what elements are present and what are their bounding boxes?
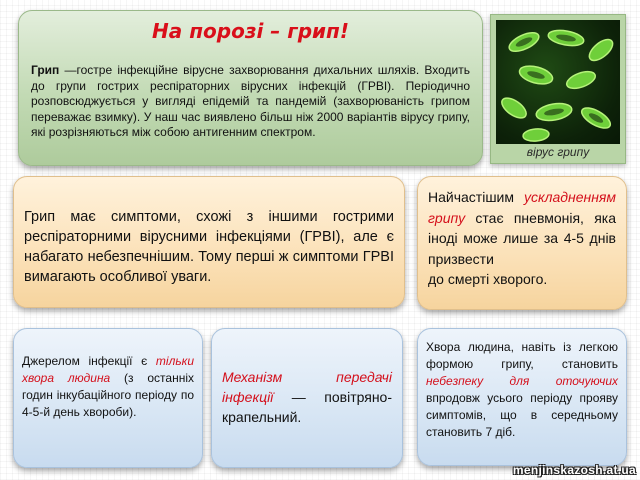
intro-panel	[18, 10, 483, 166]
complication-text	[428, 187, 616, 290]
virus-illustration	[496, 20, 620, 144]
infection-source-panel	[13, 328, 203, 468]
virus-caption: вірус грипу	[526, 145, 590, 159]
transmission-body: — повітряно-крапельний.	[222, 389, 392, 425]
virus-image	[496, 20, 620, 144]
source-highlight: тільки хвора людина	[22, 354, 194, 385]
complication-panel	[417, 176, 627, 310]
complication-body: стає пневмонія, яка іноді може лише за 4-5 днів призвести	[428, 209, 616, 267]
patient-body: впродовж усього періоду прояву симптомів, що в середньому становить 7 діб.	[426, 391, 618, 439]
intro-body: —гостре інфекційне вірусне захворювання дихальних шляхів. Входить до групи гострих респіраторних вірусних інфекцій (ГРВІ). Періодично розповсюджується у вигляді епідемій та пандемій (захворюваність грипом переважає взимку). У наш час виявлено більш ніж 2000 варіантів вірусу грипу, які розрізняються між собою антигенним спектром.	[31, 63, 470, 139]
intro-text	[31, 63, 470, 141]
patient-danger-text	[426, 339, 618, 441]
complication-lead: Найчастішим	[428, 189, 524, 205]
patient-lead: Хвора людина, навіть із легкою формою грипу, становить	[426, 340, 618, 371]
virus-image-panel	[490, 14, 626, 164]
complication-highlight: ускладненням грипу	[428, 189, 616, 226]
intro-term: Грип	[31, 63, 60, 77]
complication-end: до смерті хворого.	[428, 271, 548, 287]
site-watermark: menjinskazosh.at.ua	[512, 463, 636, 477]
transmission-text	[222, 367, 392, 427]
patient-highlight: небезпеку для оточуючих	[426, 374, 618, 388]
symptoms-panel	[13, 176, 405, 308]
patient-danger-panel	[417, 328, 627, 466]
transmission-highlight: Механізм передачі інфекції	[222, 369, 392, 405]
infection-source-text	[22, 353, 194, 421]
source-lead: Джерелом інфекції є	[22, 354, 156, 368]
page-title: На порозі – грип!	[152, 19, 349, 43]
source-body: (з останніх годин інкубаційного періоду по 4-5-й день хвороби).	[22, 371, 195, 419]
symptoms-text: Грип має симптоми, схожі з іншими гострими респіраторними вірусними інфекціями (ГРВІ), але є набагато небезпечнішим. Тому перші ж симптоми ГРВІ вимагають особливої уваги.	[24, 209, 394, 285]
transmission-panel	[211, 328, 403, 468]
